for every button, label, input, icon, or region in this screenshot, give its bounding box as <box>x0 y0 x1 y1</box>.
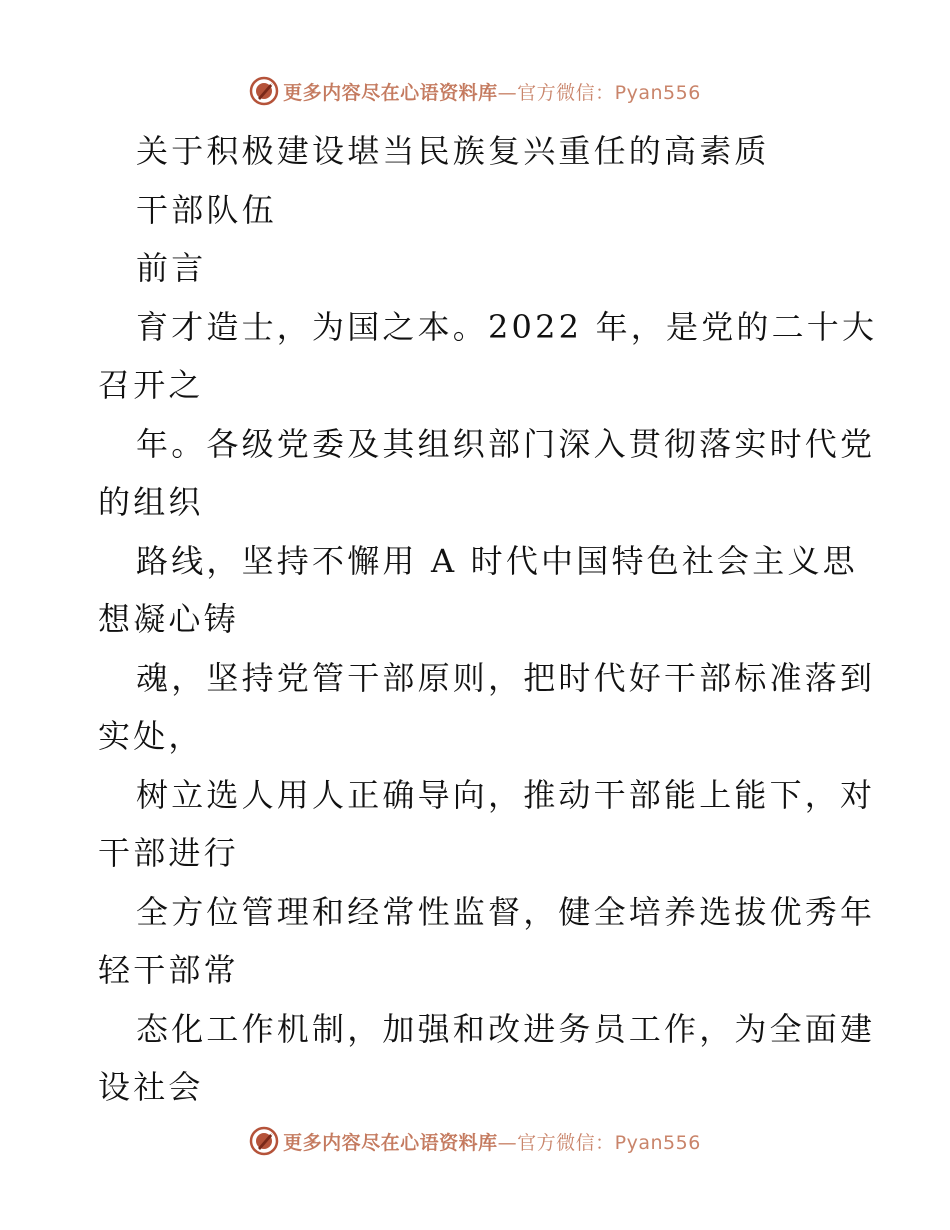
document-body <box>98 122 878 1117</box>
paragraph-line: 干部进行 <box>98 834 239 872</box>
watermark-text <box>283 1128 701 1155</box>
paragraph-line: 全方位管理和经常性监督，健全培养选拔优秀年 <box>136 892 876 931</box>
paragraph-line: 树立选人用人正确导向，推动干部能上能下，对 <box>136 775 876 814</box>
paragraph-line: 的组织 <box>98 483 204 521</box>
paragraph-line: 年。各级党委及其组织部门深入贯彻落实时代党 <box>136 424 876 463</box>
title-line-1: 关于积极建设堪当民族复兴重任的高素质 <box>136 132 770 170</box>
paragraph-line: 魂，坚持党管干部原则，把时代好干部标准落到 <box>136 658 876 697</box>
paragraph-line: 想凝心铸 <box>98 600 239 638</box>
watermark-text <box>283 78 701 105</box>
watermark-wechat: 官方微信：Pyan556 <box>517 81 701 104</box>
watermark-wechat: 官方微信：Pyan556 <box>517 1131 701 1154</box>
quill-seal-icon <box>249 1126 279 1156</box>
paragraph-line: 育才造士，为国之本。2022 年，是党的二十大 <box>136 307 878 346</box>
footer-watermark <box>0 1124 950 1158</box>
quill-seal-icon <box>249 76 279 106</box>
paragraph-line: 轻干部常 <box>98 951 239 989</box>
paragraph-line: 路线，坚持不懈用 A 时代中国特色社会主义思 <box>136 541 858 580</box>
watermark-separator: — <box>497 81 518 104</box>
watermark-site: 更多内容尽在心语资料库 <box>283 1131 498 1154</box>
title-line-2: 干部队伍 <box>136 190 277 229</box>
paragraph-line: 态化工作机制，加强和改进务员工作，为全面建 <box>136 1009 876 1048</box>
header-watermark <box>0 74 950 108</box>
paragraph-line: 实处， <box>98 717 204 755</box>
paragraph-line: 召开之 <box>98 366 204 404</box>
section-heading: 前言 <box>136 249 207 287</box>
watermark-site: 更多内容尽在心语资料库 <box>283 81 498 104</box>
watermark-separator: — <box>497 1131 518 1154</box>
paragraph-line: 设社会 <box>98 1068 204 1106</box>
